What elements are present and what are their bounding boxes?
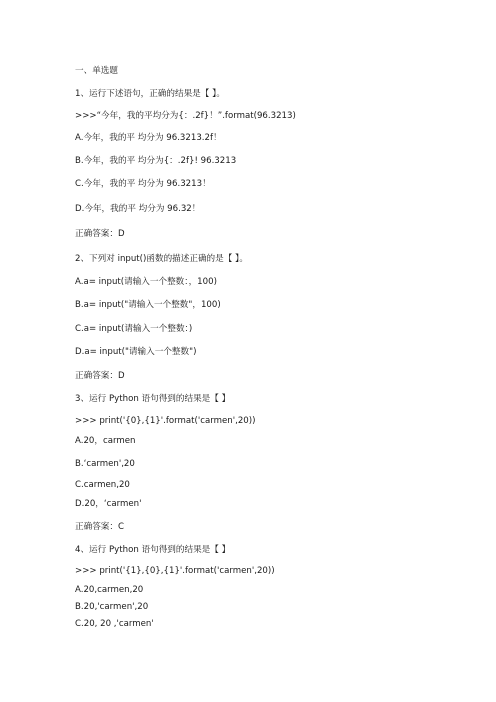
- question-3-option-d: D.20，‘carmen': [75, 499, 142, 509]
- question-1-option-d: D.今年，我的平 均分为 96.32！: [75, 204, 201, 214]
- question-3-code: >>> print('{0},{1}'.format('carmen',20)): [75, 416, 256, 426]
- question-4-code: >>> print('{1},{0},{1}'.format('carmen',20)): [75, 566, 275, 576]
- section-title: 一、单选题: [75, 66, 118, 76]
- question-4-option-c: C.20, 20 ,'carmen': [75, 619, 154, 629]
- question-2-option-a: A.a= input(请输入一个整数：，100): [75, 277, 217, 287]
- question-3-option-b: B.‘carmen',20: [75, 459, 135, 469]
- question-4-stem: 4、运行 Python 语句得到的结果是【 】: [75, 545, 231, 555]
- question-2-option-d: D.a= input("请输入一个整数"): [75, 347, 197, 357]
- question-1-option-b: B.今年，我的平 均分为{：.2f}! 96.3213: [75, 156, 237, 166]
- question-1-code: >>>“今年，我的平均分为{：.2f}！”.format(96.3213): [75, 111, 296, 121]
- question-4-option-a: A.20,carmen,20: [75, 585, 144, 595]
- question-3-option-c: C.carmen,20: [75, 480, 130, 490]
- question-2-option-b: B.a= input("请输入一个整数"，100): [75, 300, 221, 310]
- question-3-option-a: A.20，carmen: [75, 436, 136, 446]
- question-1-option-c: C.今年，我的平 均分为 96.3213！: [75, 179, 211, 189]
- question-1-answer: 正确答案：D: [75, 229, 125, 239]
- question-3-answer: 正确答案：C: [75, 522, 124, 532]
- question-1-stem: 1、运行下述语句，正确的结果是【 】。: [75, 89, 225, 99]
- question-2-answer: 正确答案：D: [75, 371, 125, 381]
- question-4-option-b: B.20,'carmen',20: [75, 602, 149, 612]
- question-2-stem: 2、下列对 input()函数的描述正确的是【 】。: [75, 254, 248, 264]
- question-3-stem: 3、运行 Python 语句得到的结果是【 】: [75, 394, 231, 404]
- question-2-option-c: C.a= input(请输入一个整数：): [75, 324, 193, 334]
- question-1-option-a: A.今年，我的平 均分为 96.3213.2f！: [75, 133, 222, 143]
